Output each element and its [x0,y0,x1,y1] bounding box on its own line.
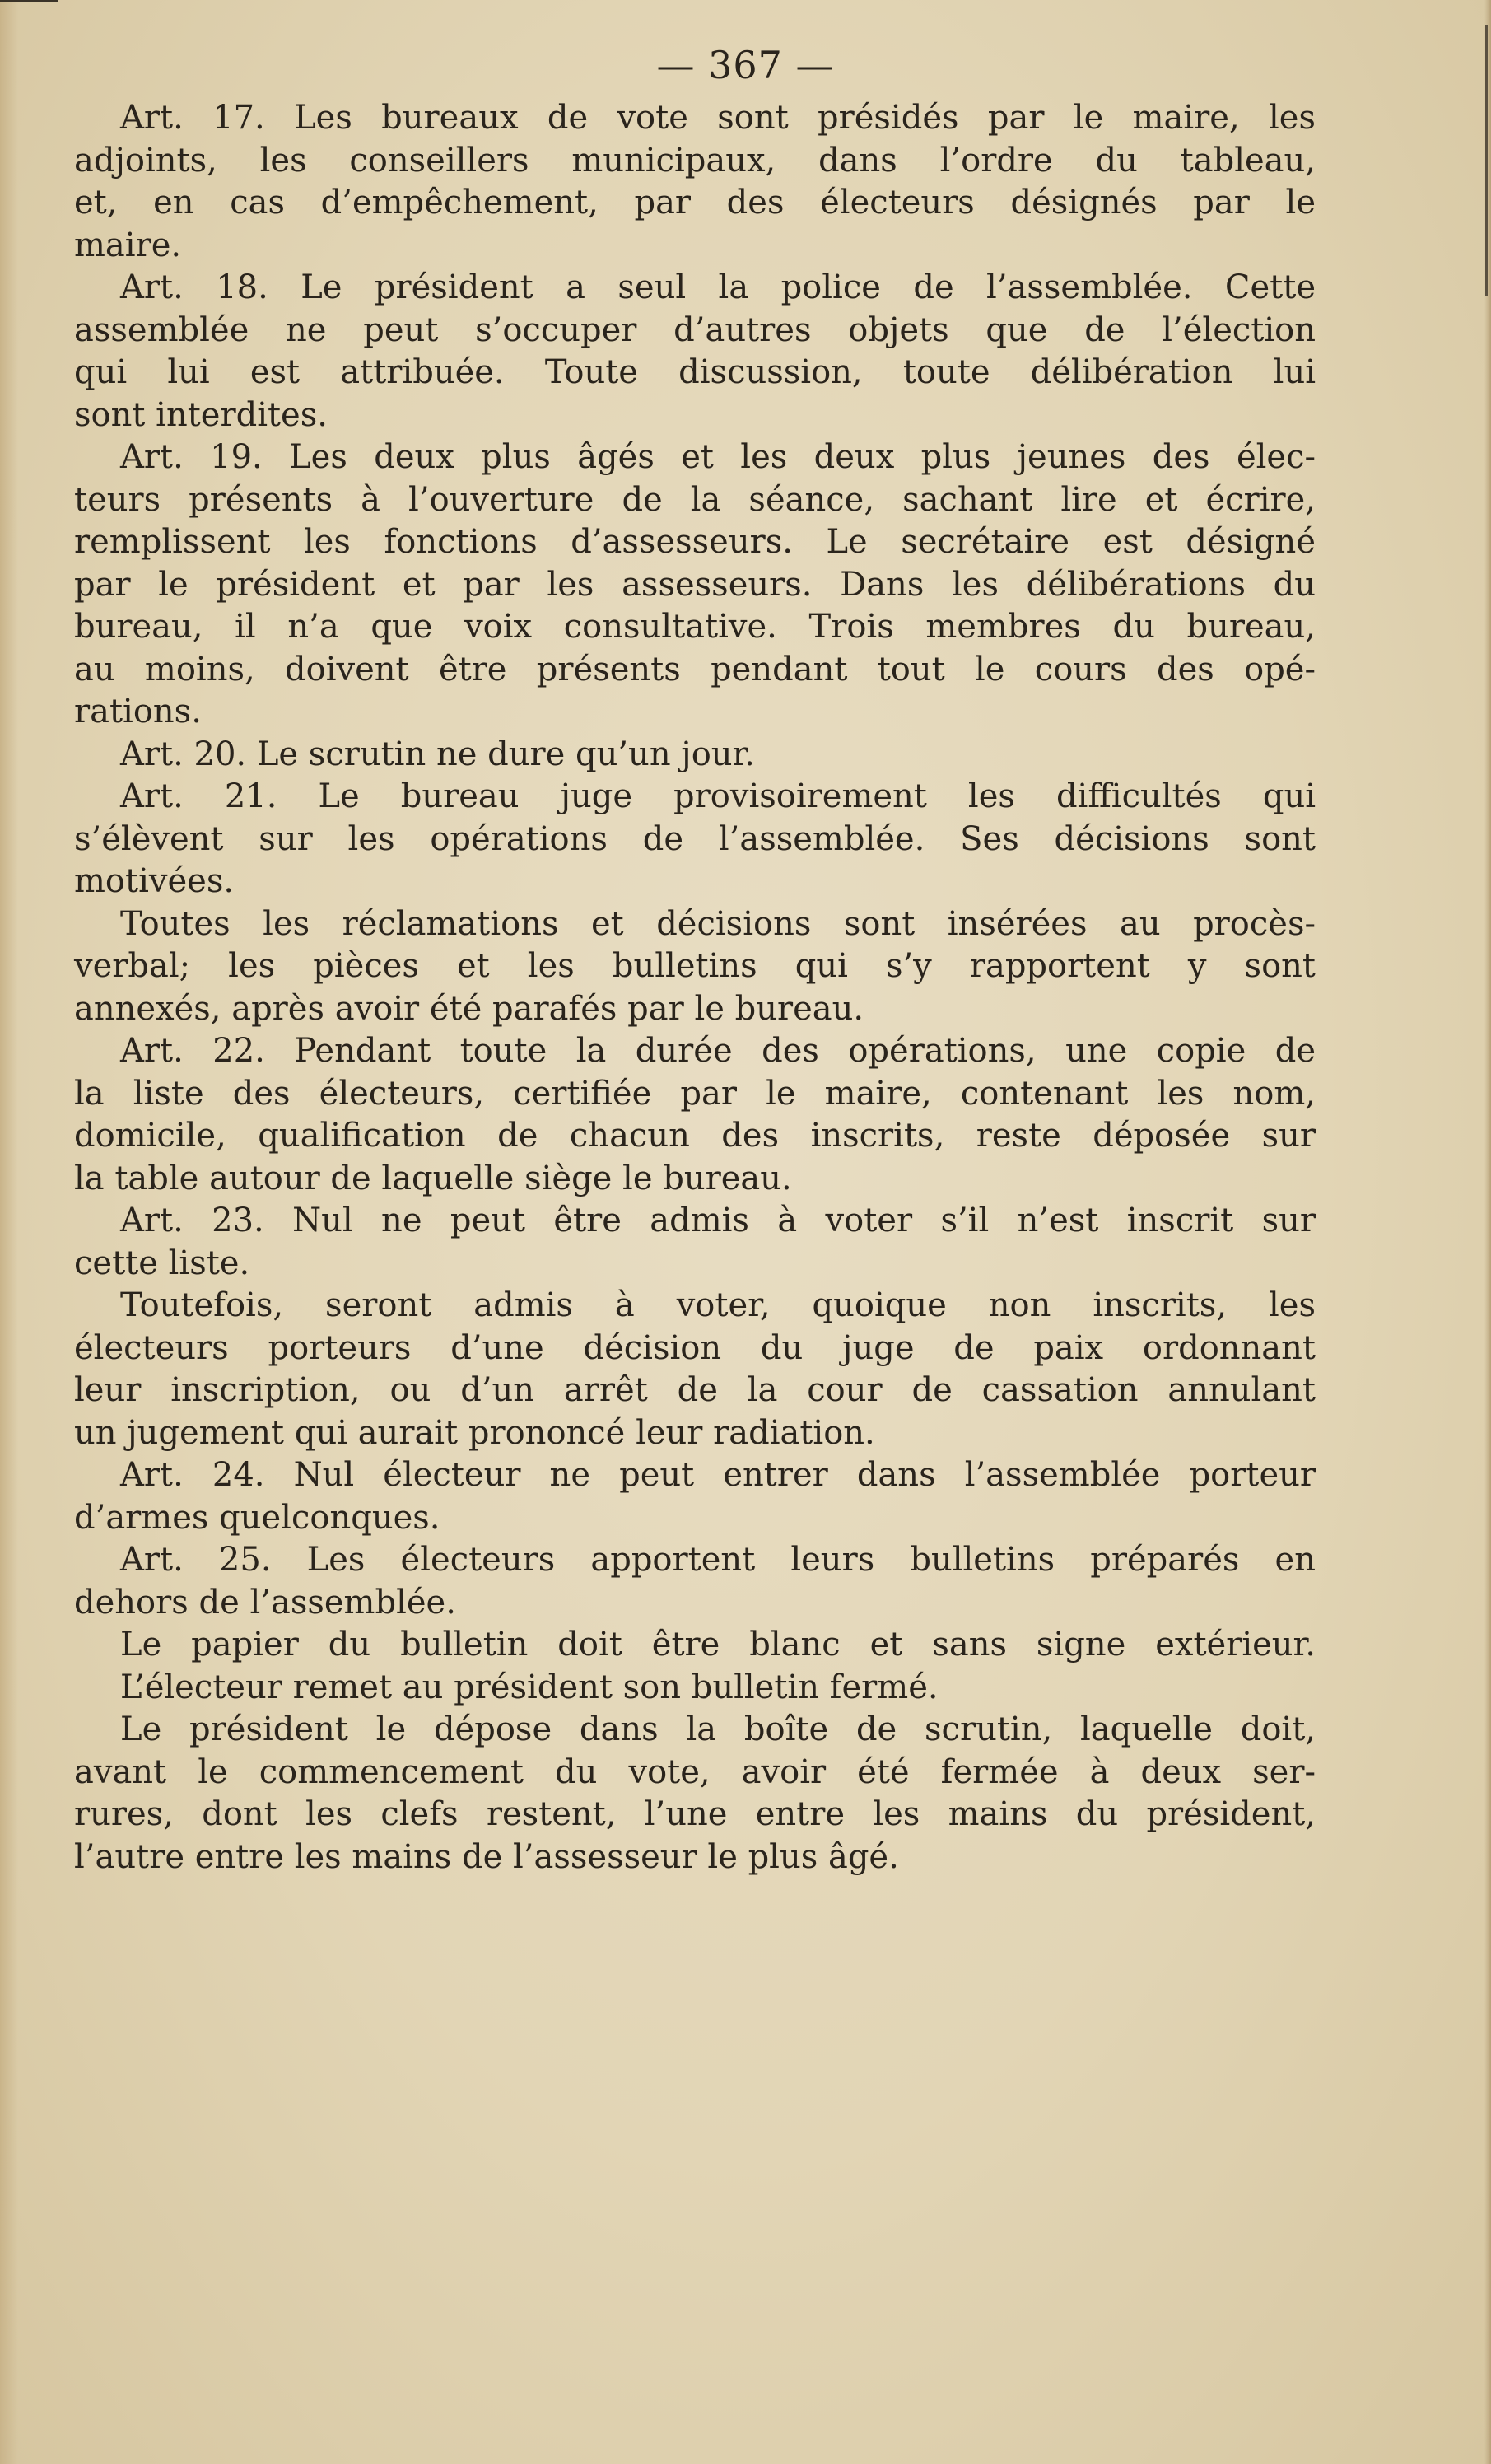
page-right-edge [1484,0,1491,2464]
text-line: teurs présents à l’ouverture de la séance, sachant lire et écrire, [74,480,1316,519]
text-line: par le président et par les assesseurs. Dans les délibérations du [74,565,1316,604]
text-line: L’électeur remet au président son bulletin fermé. [120,1668,939,1706]
text-line: Toutes les réclamations et décisions sont insérées au procès- [120,904,1316,943]
text-line: leur inscription, ou d’un arrêt de la cour de cassation annulant [74,1371,1316,1409]
text-line: adjoints, les conseillers municipaux, dans l’ordre du tableau, [74,141,1316,180]
text-line: motivées. [74,862,235,900]
text-line: Le président le dépose dans la boîte de scrutin, laquelle doit, [120,1710,1316,1748]
text-line: Art. 25. Les électeurs apportent leurs bulletins préparés en [120,1541,1316,1579]
body-text [74,97,1316,1878]
text-line: l’autre entre les mains de l’assesseur le plus âgé. [74,1837,899,1876]
text-line: Art. 23. Nul ne peut être admis à voter s’il n’est inscrit sur [120,1202,1316,1239]
text-line: électeurs porteurs d’une décision du juge de paix ordonnant [74,1328,1316,1367]
text-line: cette liste. [74,1244,250,1282]
text-line: avant le commencement du vote, avoir été fermée à deux ser- [74,1752,1316,1791]
text-line: domicile, qualification de chacun des inscrits, reste déposée sur [74,1117,1316,1155]
text-line: remplissent les fonctions d’assesseurs. Le secrétaire est désigné [74,523,1316,561]
text-line: un jugement qui aurait prononcé leur radiation. [74,1413,875,1452]
text-line: sont interdites. [74,395,328,434]
text-line: la table autour de laquelle siège le bureau. [74,1159,792,1197]
text-line: d’armes quelconques. [74,1498,440,1537]
text-line: rures, dont les clefs restent, l’une entre les mains du président, [74,1795,1316,1833]
text-line: maire. [74,226,182,264]
text-line: Art. 19. Les deux plus âgés et les deux plus jeunes des élec- [120,438,1316,476]
text-line: qui lui est attribuée. Toute discussion, toute délibération lui [74,353,1316,391]
text-line: annexés, après avoir été parafés par le bureau. [74,989,864,1028]
text-line: la liste des électeurs, certifiée par le maire, contenant les nom, [74,1074,1316,1113]
page-number: — 367 — [656,43,835,87]
text-line: assemblée ne peut s’occuper d’autres objets que de l’élection [74,310,1316,349]
text-line: Art. 18. Le président a seul la police de l’assemblée. Cette [120,268,1316,306]
text-line: s’élèvent sur les opérations de l’assemblée. Ses décisions sont [74,819,1316,858]
text-line: et, en cas d’empêchement, par des électeurs désignés par le [74,184,1316,222]
text-line: bureau, il n’a que voix consultative. Trois membres du bureau, [74,608,1316,646]
text-line: rations. [74,693,202,730]
text-line: Art. 22. Pendant toute la durée des opérations, une copie de [120,1032,1316,1070]
text-line: dehors de l’assemblée. [74,1583,456,1622]
text-line: verbal; les pièces et les bulletins qui s’y rapportent y sont [74,947,1316,985]
top-left-rule [0,0,58,2]
text-line: Art. 20. Le scrutin ne dure qu’un jour. [120,735,755,773]
page-left-edge [0,0,18,2464]
text-line: au moins, doivent être présents pendant tout le cours des opé- [74,650,1316,688]
text-line: Toutefois, seront admis à voter, quoique non inscrits, les [120,1286,1316,1324]
text-line: Art. 21. Le bureau juge provisoirement les difficultés qui [120,777,1316,815]
text-line: Art. 24. Nul électeur ne peut entrer dans l’assemblée porteur [120,1456,1316,1494]
text-line: Le papier du bulletin doit être blanc et sans signe extérieur. [120,1626,1316,1664]
text-line: Art. 17. Les bureaux de vote sont présidés par le maire, les [120,99,1316,137]
